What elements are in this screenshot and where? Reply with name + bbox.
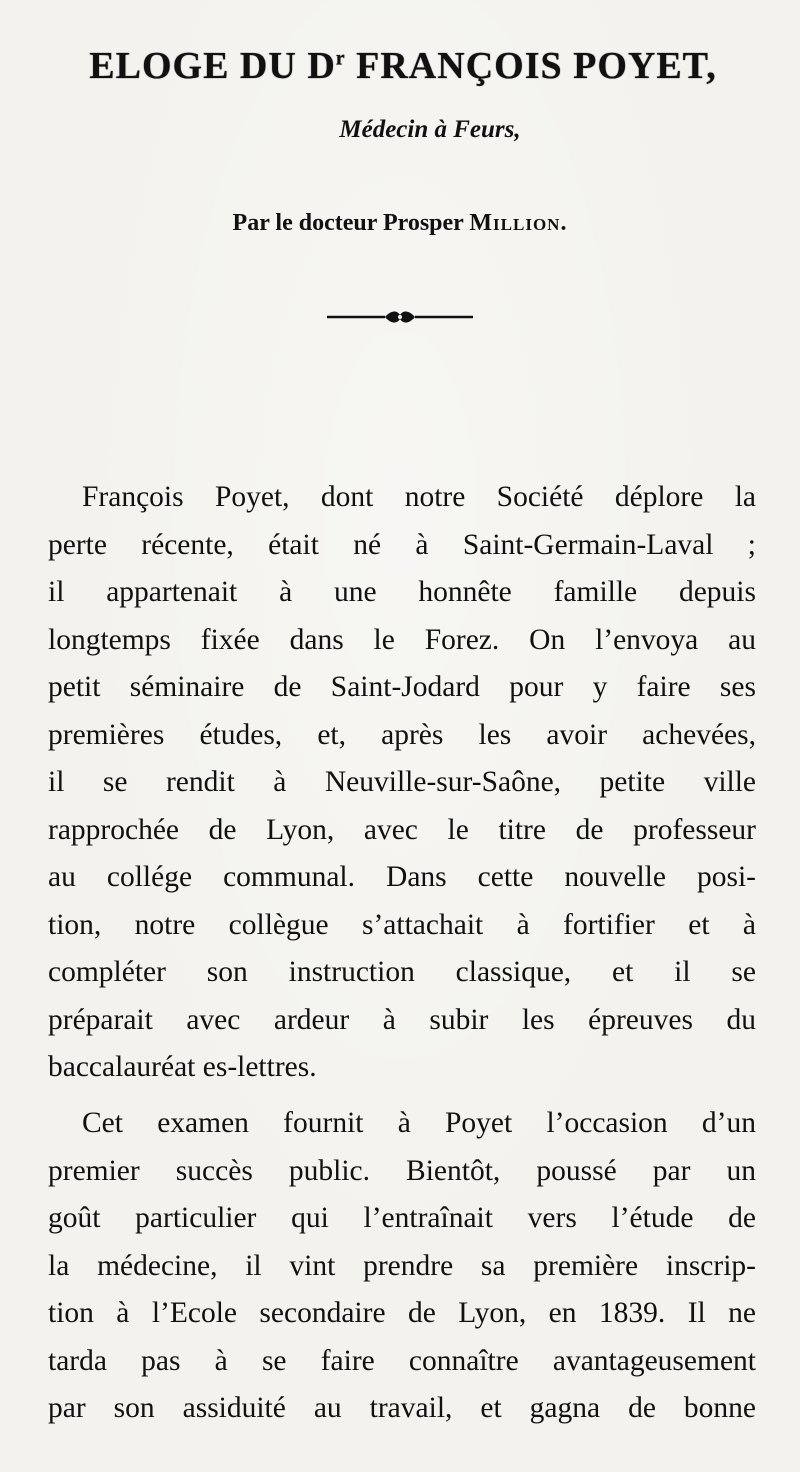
page-title xyxy=(48,44,758,88)
author-prefix: Par le docteur Prosper xyxy=(232,210,470,236)
text-line: tarda pas à se faire connaître avantageusement xyxy=(48,1344,756,1377)
title-superscript: r xyxy=(335,47,346,70)
page-subtitle: Médecin à Feurs, xyxy=(339,116,521,143)
text-line: compléter son instruction classique, et il se xyxy=(48,956,756,988)
text-line: goût particulier qui l’entraînait vers l’étude de xyxy=(48,1202,756,1234)
text-line: tion à l’Ecole secondaire de Lyon, en 1839. Il ne xyxy=(48,1297,756,1329)
text-line: baccalauréat es-lettres. xyxy=(48,1051,317,1083)
title-suffix: FRANÇOIS POYET, xyxy=(345,45,717,87)
text-line: la médecine, il vint prendre sa première inscrip- xyxy=(48,1249,756,1282)
text-line: petit séminaire de Saint-Jodard pour y faire ses xyxy=(48,671,756,703)
author-line xyxy=(140,210,660,237)
text-line: Cet examen fournit à Poyet l’occasion d’un xyxy=(82,1107,756,1139)
text-line: perte récente, était né à Saint-Germain-Laval ; xyxy=(48,528,756,561)
text-line: premières études, et, après les avoir achevées, xyxy=(48,718,756,751)
text-line: au collége communal. Dans cette nouvelle posi- xyxy=(48,861,756,893)
title-prefix: ELOGE DU D xyxy=(89,45,336,87)
text-line: premier succès public. Bientôt, poussé par un xyxy=(48,1154,756,1187)
text-line: longtemps fixée dans le Forez. On l’envoya au xyxy=(48,623,756,656)
text-line: il appartenait à une honnête famille depuis xyxy=(48,576,756,608)
paragraph-2 xyxy=(48,1100,756,1433)
text-line: rapprochée de Lyon, avec le titre de professeur xyxy=(48,813,756,846)
text-line: François Poyet, dont notre Société déplore la xyxy=(82,481,756,513)
text-line: par son assiduité au travail, et gagna de bonne xyxy=(48,1392,756,1424)
ornament-divider-icon xyxy=(325,302,475,332)
author-name: Million. xyxy=(469,210,568,236)
text-line: il se rendit à Neuville-sur-Saône, petite ville xyxy=(48,766,756,798)
text-line: tion, notre collègue s’attachait à fortifier et à xyxy=(48,908,756,941)
text-line: préparait avec ardeur à subir les épreuves du xyxy=(48,1003,756,1036)
paragraph-1 xyxy=(48,474,756,1092)
